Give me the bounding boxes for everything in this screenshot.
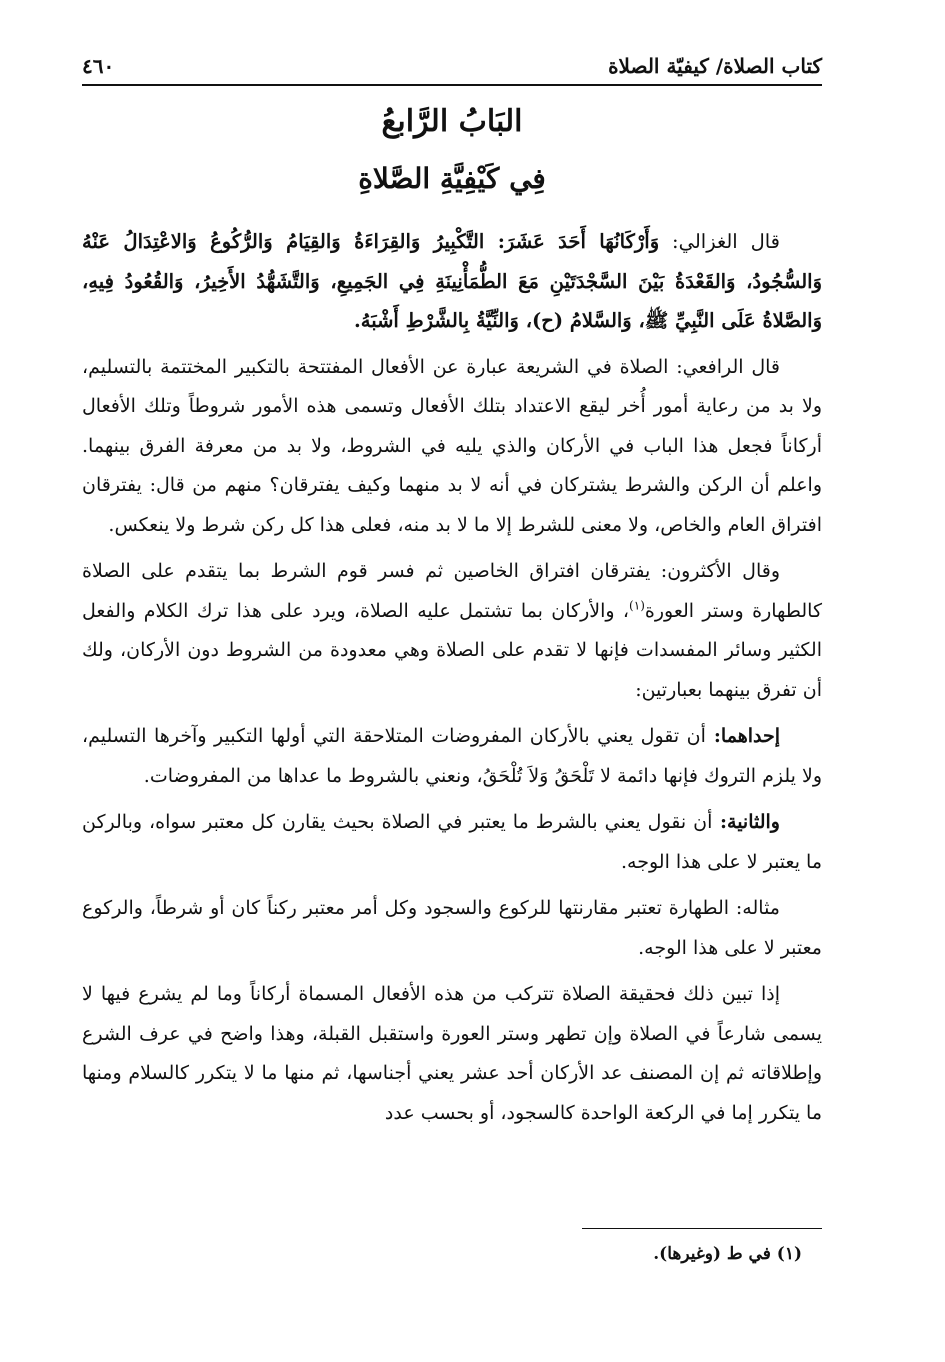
page-header [82,38,822,78]
paragraph-text: وَأَرْكَانُهَا أَحَدَ عَشَرَ: التَّكْبِيرُ وَالقِرَاءَةُ وَالقِيَامُ وَالرُّكُوعُ وَالاعْتِدَالُ عَنْهُ وَالسُّجُودُ، وَالقَعْدَةُ بَيْنَ السَّجْدَتَيْنِ مَعَ الطُّمَأْنِينَةِ فِي الجَمِيعِ، وَالتَّشَهُّدُ الأَخِيرُ، وَالقُعُودُ فِيهِ، وَالصَّلاةُ عَلَى النَّبِيِّ ﷺ، وَالسَّلامُ (ح)، وَالنِّيَّةُ بِالشَّرْطِ أَشْبَهُ. [82,230,822,332]
chapter-subtitle: فِي كَيْفِيَّةِ الصَّلاةِ [358,162,546,195]
paragraph-text: الصلاة في الشريعة عبارة عن الأفعال المفتتحة بالتكبير المختتمة بالتسليم، ولا بد من رعاية أمور أُخر ليقع الاعتداد بتلك الأفعال وتسمى هذه الأمور شروطاً وتلك الأفعال أركاناً فجعل هذا الباب في الأركان والذي يليه في الشروط، ولا بد من معرفة الفرق بينهما. واعلم أن الركن والشرط يشتركان في أنه لا بد منهما وكيف يفترقان؟ منهم من قال: يفترقان افتراق العام والخاص، ولا معنى للشرط إلا ما لا بد منه، فعلى هذا كل ركن شرط ولا ينعكس. [82,355,822,536]
page-number: ٤٦٠ [82,54,115,78]
footnote: (١) في ط (وغيرها). [653,1244,802,1264]
paragraph-lead: والثانية: [712,811,780,833]
paragraph-text: يفترقان افتراق الخاصين ثم فسر قوم الشرط بما يتقدم على الصلاة كالطهارة وستر العورة [82,560,822,622]
paragraph-text-cont: ، والأركان بما تشتمل عليه الصلاة، ويرد على هذا ترك الكلام والفعل الكثير وسائر المفسدات فإنها لا تقدم على الصلاة وهي معدودة من الشروط دون الأركان، ولك أن تفرق بينهما بعبارتين: [82,599,822,701]
header-rule [82,84,822,86]
paragraph-text: الطهارة تعتبر مقارنتها للركوع والسجود وكل أمر معتبر ركناً كان أو شرطاً، والركوع معتبر لا على هذا الوجه. [82,897,822,959]
paragraph-conclusion [82,975,822,1133]
paragraph-lead: مثاله: [729,897,780,919]
paragraph-ghazali [82,222,822,341]
paragraph-text: أن نقول يعني بالشرط ما يعتبر في الصلاة بحيث يقارن كل معتبر سواه، وبالركن ما يعتبر لا على هذا الوجه. [82,811,822,873]
paragraph-lead: قال الرافعي: [668,355,780,378]
paragraph-example [82,889,822,968]
chapter-title: البَابُ الرَّابعُ [381,104,523,139]
footnote-marker[interactable]: (١) [629,598,645,613]
body-text [82,222,822,1140]
running-title: كتاب الصلاة/ كيفيّة الصلاة [608,54,822,78]
footnote-rule [582,1228,822,1229]
paragraph-first-way [82,717,822,796]
paragraph-text: أن تقول يعني بالأركان المفروضات المتلاحقة التي أولها التكبير وآخرها التسليم، ولا يلزم التروك فإنها دائمة لا تَلْحَقُ وَلاَ تُلْحَقُ، ونعني بالشروط ما عداها من المفروضات. [82,725,822,787]
paragraph-lead: إحداهما: [705,725,781,747]
paragraph-aktharun [82,552,822,710]
paragraph-lead: قال الغزالي: [659,230,780,253]
paragraph-rafii [82,348,822,546]
paragraph-second-way [82,803,822,882]
paragraph-text: إذا تبين ذلك فحقيقة الصلاة تتركب من هذه الأفعال المسماة أركاناً وما لم يشرع فيها لا يسمى شارعاً في الصلاة وإن تطهر وستر العورة واستقبل القبلة، وهذا واضح في عرف الشرع وإطلاقاته ثم إن المصنف عد الأركان أحد عشر يعني أجناسها، ثم منها ما لا يتكرر كالسلام ومنها ما يتكرر إما في الركعة الواحدة كالسجود، أو بحسب عدد [82,983,822,1124]
paragraph-lead: وقال الأكثرون: [650,560,780,582]
